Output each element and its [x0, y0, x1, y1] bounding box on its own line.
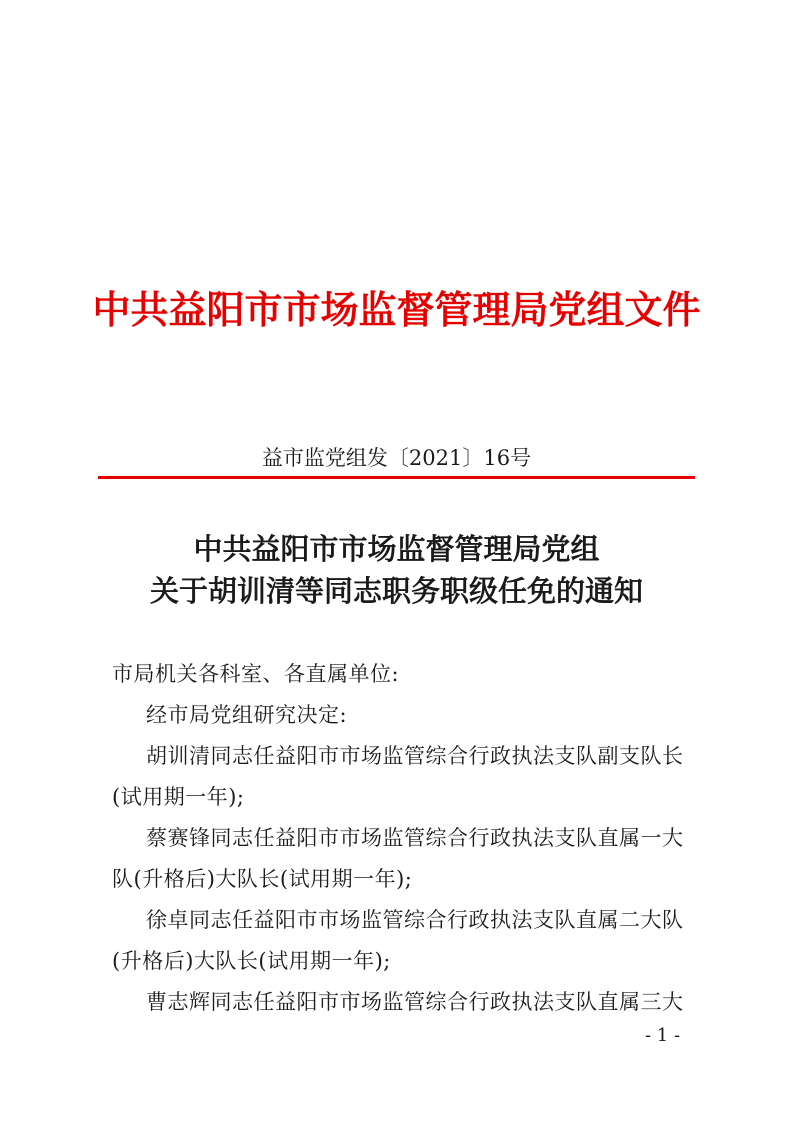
title-line-1: 中共益阳市市场监督管理局党组 — [193, 532, 600, 566]
salutation: 市局机关各科室、各直属单位: — [112, 662, 400, 686]
red-separator-line — [98, 476, 695, 479]
body-line: 蔡赛锋同志任益阳市市场监管综合行政执法支队直属一大 — [146, 826, 684, 850]
org-header: 中共益阳市市场监督管理局党组文件 — [92, 287, 701, 332]
body-line: 徐卓同志任益阳市市场监管综合行政执法支队直属二大队 — [146, 908, 684, 932]
document-number: 益市监党组发〔2021〕16号 — [261, 446, 532, 470]
document-title — [0, 528, 793, 612]
body-line: (试用期一年); — [112, 785, 245, 809]
body-line: 曹志辉同志任益阳市市场监管综合行政执法支队直属三大 — [146, 990, 684, 1014]
body-line: 经市局党组研究决定: — [146, 703, 348, 727]
title-line-2: 关于胡训清等同志职务职级任免的通知 — [149, 574, 643, 608]
body-line: 队(升格后)大队长(试用期一年); — [112, 867, 413, 891]
body-line: 胡训清同志任益阳市市场监管综合行政执法支队副支队长 — [146, 744, 684, 768]
page-number: - 1 - — [645, 1025, 681, 1046]
body-line: (升格后)大队长(试用期一年); — [112, 949, 391, 973]
